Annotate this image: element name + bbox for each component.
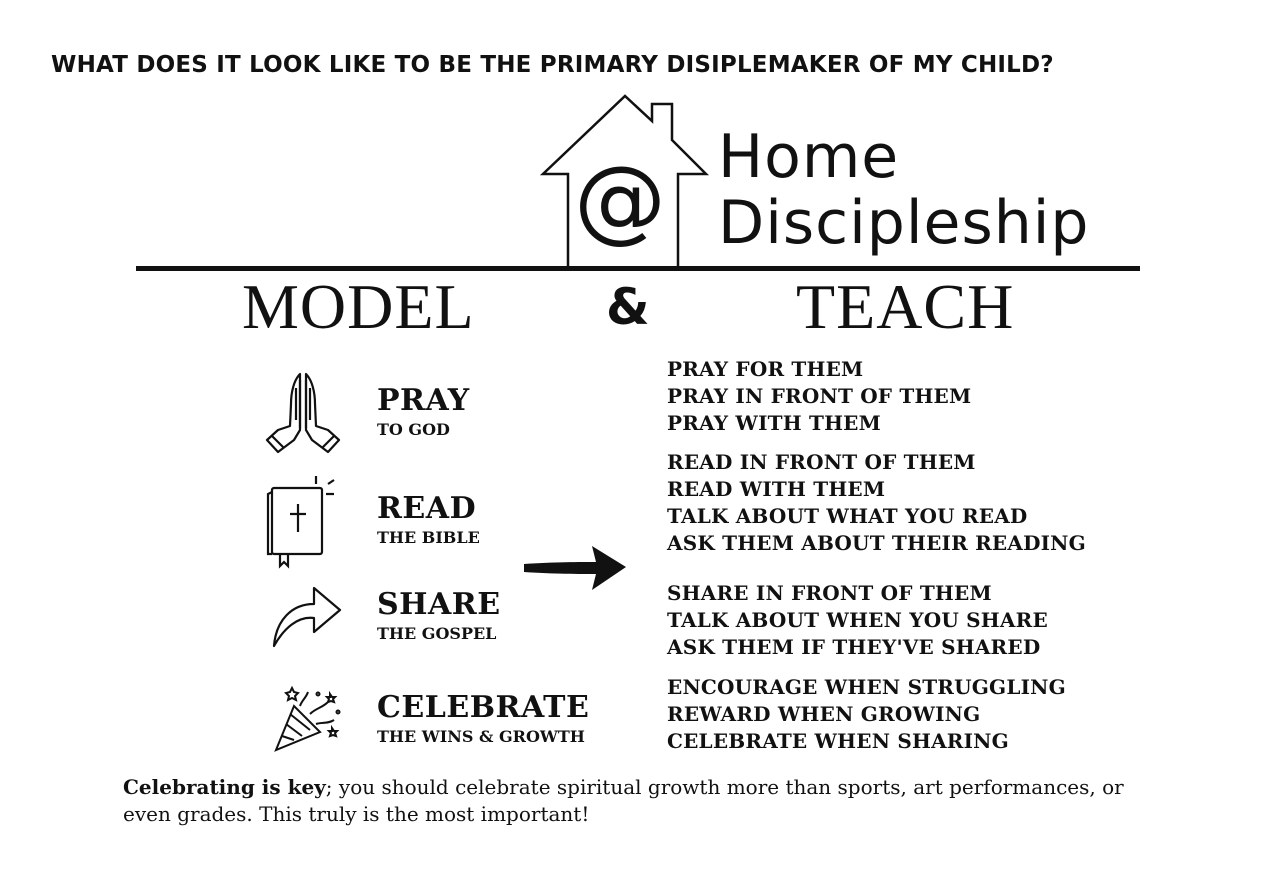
bible-icon — [264, 474, 340, 570]
activity-title: CELEBRATE — [377, 690, 590, 725]
list-item: PRAY FOR THEM — [667, 357, 864, 381]
activity-subtitle: THE BIBLE — [377, 528, 480, 547]
share-arrow-icon — [270, 584, 344, 648]
list-item: TALK ABOUT WHEN YOU SHARE — [667, 608, 1048, 632]
activity-share — [377, 587, 501, 643]
logo-line-home: Home — [718, 122, 900, 192]
praying-hands-icon — [264, 370, 342, 456]
list-item: PRAY IN FRONT OF THEM — [667, 384, 972, 408]
activity-celebrate — [377, 690, 589, 746]
footer-note — [123, 774, 1143, 828]
logo-at-symbol: @ — [574, 146, 666, 253]
list-item: PRAY WITH THEM — [667, 411, 881, 435]
list-item: ASK THEM ABOUT THEIR READING — [667, 531, 1086, 555]
heading-teach: TEACH — [796, 271, 1015, 342]
activity-title: SHARE — [377, 587, 501, 622]
list-item: REWARD WHEN GROWING — [667, 702, 981, 726]
activity-pray — [377, 383, 470, 439]
activity-title: READ — [377, 491, 477, 526]
footer-emphasis: Celebrating is key — [123, 775, 326, 799]
list-item: READ IN FRONT OF THEM — [667, 450, 976, 474]
list-item: ASK THEM IF THEY'VE SHARED — [667, 635, 1041, 659]
heading-ampersand: & — [606, 278, 650, 336]
right-arrow-icon — [522, 542, 628, 594]
activity-read — [377, 491, 480, 547]
activity-subtitle: THE GOSPEL — [377, 624, 497, 643]
list-item: SHARE IN FRONT OF THEM — [667, 581, 992, 605]
footer-text: ; you should celebrate spiritual growth more than sports, art performances, or even grades. This truly is the most important! — [123, 775, 1124, 826]
teach-list-share — [667, 580, 1048, 661]
teach-list-celebrate — [667, 674, 1066, 755]
activity-title: PRAY — [377, 383, 470, 418]
list-item: CELEBRATE WHEN SHARING — [667, 729, 1009, 753]
activity-subtitle: THE WINS & GROWTH — [377, 727, 585, 746]
heading-model: MODEL — [242, 271, 475, 342]
page-title: WHAT DOES IT LOOK LIKE TO BE THE PRIMARY DISIPLEMAKER OF MY CHILD? — [51, 52, 1054, 78]
teach-list-pray — [667, 356, 971, 437]
teach-list-read — [667, 449, 1086, 557]
activity-subtitle: TO GOD — [377, 420, 450, 439]
list-item: READ WITH THEM — [667, 477, 886, 501]
party-popper-icon — [272, 684, 344, 754]
list-item: TALK ABOUT WHAT YOU READ — [667, 504, 1028, 528]
logo-line-discipleship: Discipleship — [718, 188, 1090, 258]
list-item: ENCOURAGE WHEN STRUGGLING — [667, 675, 1066, 699]
logo-text — [718, 124, 1090, 256]
